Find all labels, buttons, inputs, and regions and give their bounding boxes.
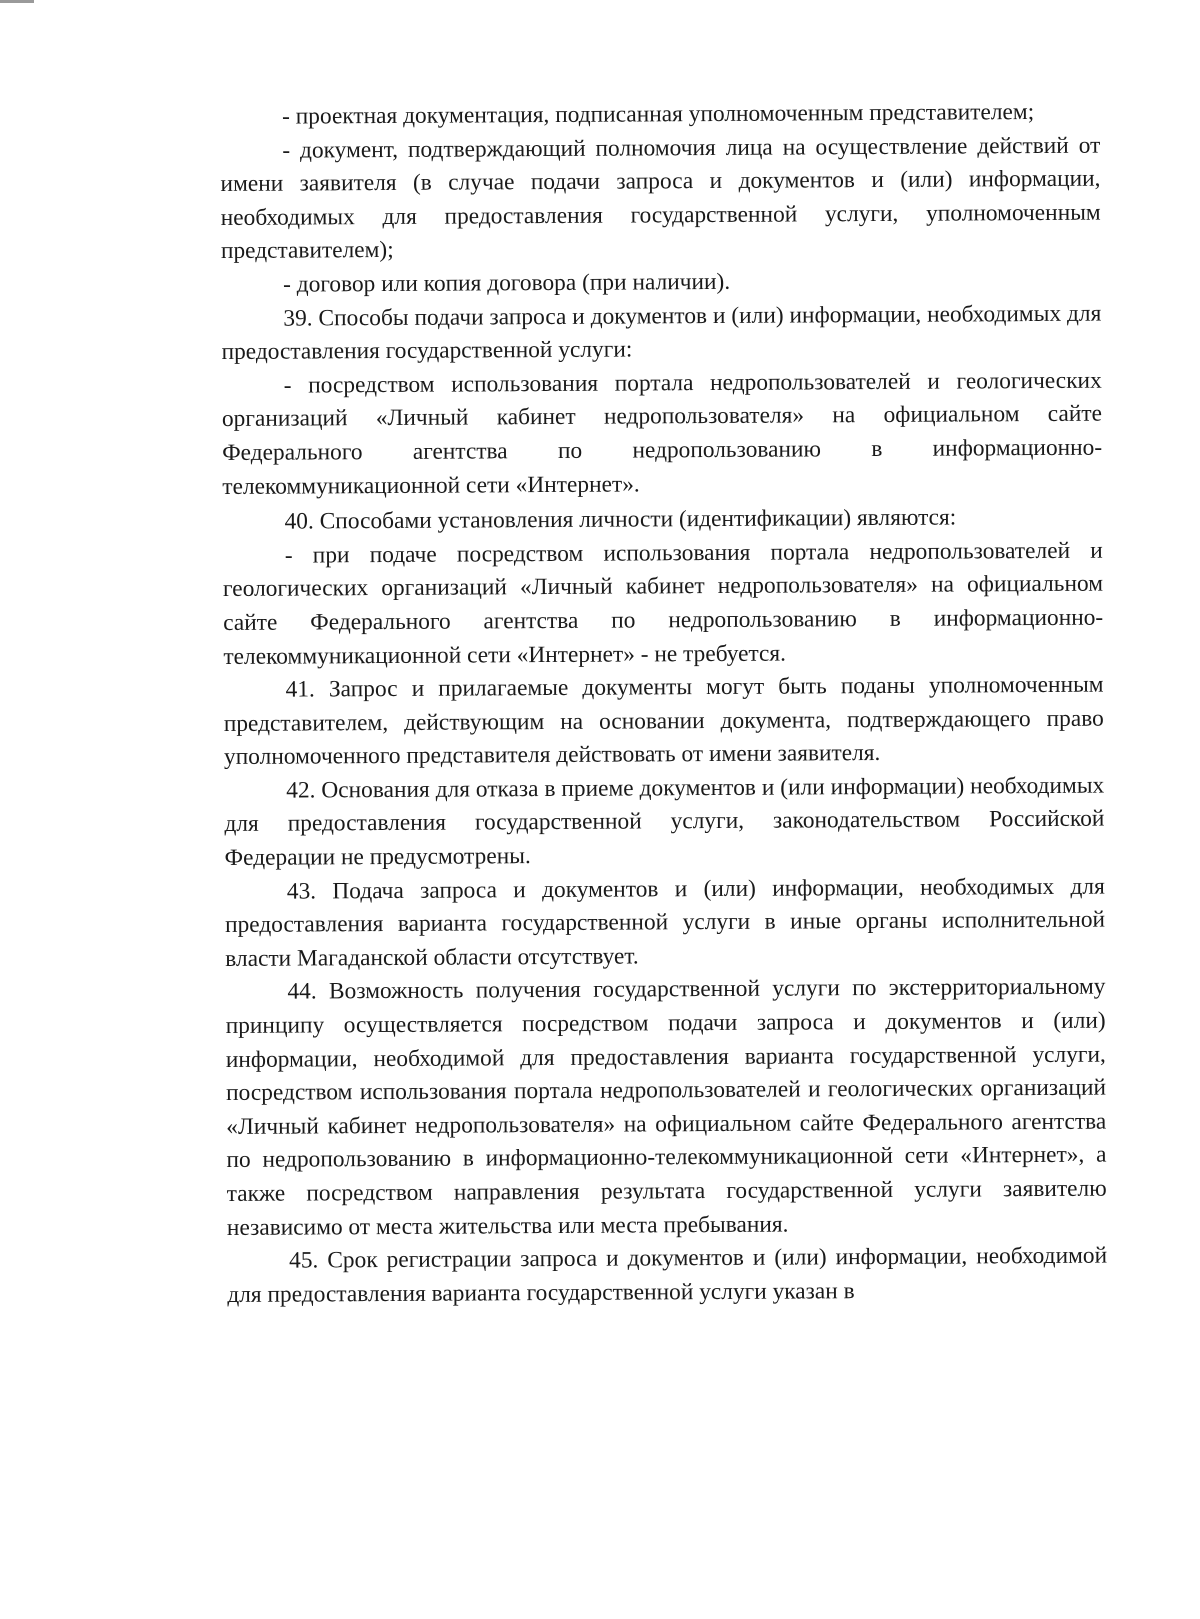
paragraph-39: 39. Способы подачи запроса и документов и (или) информации, необходимых для предоставления государственной услуги: <box>221 300 1102 366</box>
document-body <box>220 96 1107 1313</box>
paragraph-40-portal: - при подаче посредством использования портала недропользователей и геологических организаций «Личный кабинет недропользователя» на официальном сайте Федерального агентства по недропользованию в информационно-телекоммуникационной сети «Интернет» - не требуется. <box>222 537 1104 670</box>
paragraph-42: 42. Основания для отказа в приеме документов и (или информации) необходимых для предоставления государственной услуги, законодательством Российской Федерации не предусмотрены. <box>224 772 1105 872</box>
paragraph-43: 43. Подача запроса и документов и (или) информации, необходимых для предоставления варианта государственной услуги в иные органы исполнительной власти Магаданской области отсутствует. <box>224 873 1106 972</box>
paragraph-authority-document: - документ, подтверждающий полномочия лица на осуществление действий от имени заявителя (в случае подачи запроса и документов и (или) информации, необходимых для предоставления государственной услуги, уполномоченным представителем); <box>220 132 1101 265</box>
paragraph-project-documentation: - проектная документация, подписанная уполномоченным представителем; <box>282 99 1035 130</box>
paragraph-44: 44. Возможность получения государственной услуги по экстерриториальному принципу осуществляется посредством подачи запроса и документов и (или) информации, необходимой для предоставления варианта государственной услуги, посредством использования портала недропользователей и геологических организаций «Личный кабинет недропользователя» на официальном сайте Федерального агентства по недропользованию в информационно-телекоммуникационной сети «Интернет», а также посредством направления результата государственной услуги заявителю независимо от места жительства или места пребывания. <box>225 974 1107 1241</box>
paragraph-39-portal: - посредством использования портала недропользователей и геологических организаций «Личный кабинет недропользователя» на официальном сайте Федерального агентства по недропользованию в информационно-телекоммуникационной сети «Интернет». <box>221 367 1103 500</box>
scan-edge-mark <box>0 0 34 3</box>
paragraph-45: 45. Срок регистрации запроса и документов и (или) информации, необходимой для предоставления варианта государственной услуги указан в <box>227 1242 1108 1308</box>
paragraph-40: 40. Способами установления личности (идентификации) являются: <box>284 504 957 535</box>
paragraph-contract: - договор или копия договора (при наличии). <box>283 268 731 298</box>
paragraph-41: 41. Запрос и прилагаемые документы могут быть поданы уполномоченным представителем, действующим на основании документа, подтверждающего право уполномоченного представителя действовать от имени заявителя. <box>223 671 1104 771</box>
